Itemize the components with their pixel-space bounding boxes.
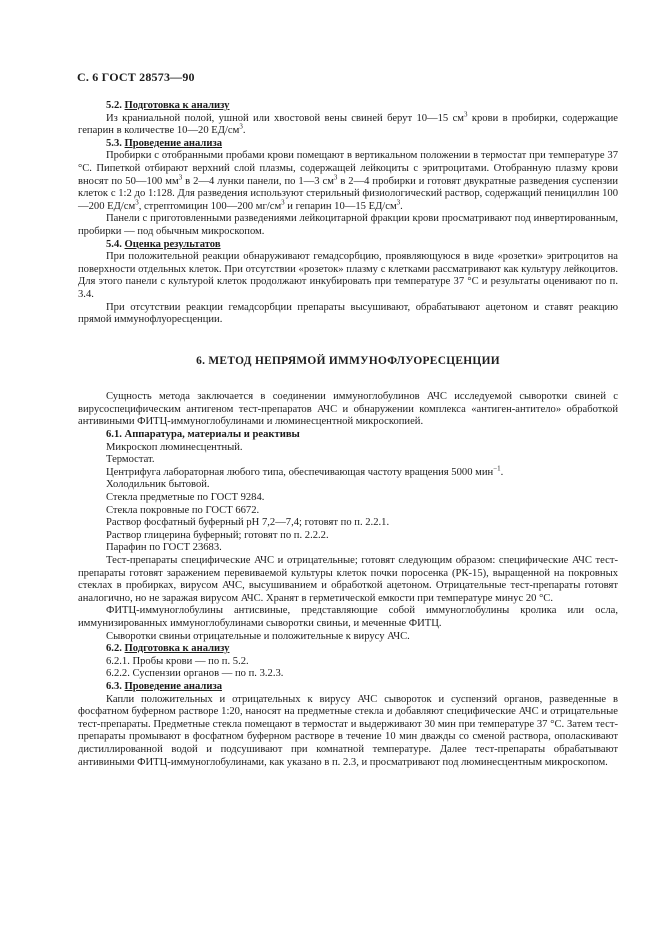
section-6-intro: Сущность метода заключается в соединении иммуноглобулинов АЧС исследуемой сыворотки свиней с вирусоспецифическим антигеном тест-препаратов АЧС и обнаружении комплекса «антиген-антитело» обработкой антивиными ФИТЦ-иммуноглобулинами и люминесцентной микроскопией. xyxy=(78,391,618,428)
heading-number: 6.3. xyxy=(106,680,122,692)
superscript: 3 xyxy=(178,173,183,182)
paragraph-test-preparations: Тест-препараты специфические АЧС и отрицательные; готовят следующим образом: специфические АЧС тест-препараты готовят заражением перевиваемой культуры клеток почки поросенка (РК-15), выращенной на покровных стеклах в пробирках, вирусом АЧС, высушиванием и обработкой ацетоном. Отрицательные тест-препараты готовят аналогично, но не заражая вирусом АЧС. Хранят в герметической емкости при температуре минус 20 °С. xyxy=(78,555,618,604)
superscript: 3 xyxy=(281,198,285,207)
paragraph-5-3-1 xyxy=(78,150,618,213)
text-run: . xyxy=(500,466,504,478)
text-run: Центрифуга лабораторная любого типа, обеспечивающая частоту вращения 5000 мин xyxy=(106,466,494,478)
list-item: Раствор глицерина буферный; готовят по п. 2.2.2. xyxy=(106,529,329,541)
heading-6-2 xyxy=(78,643,618,656)
text-run: . xyxy=(242,125,246,137)
heading-5-2 xyxy=(78,100,618,113)
paragraph-5-4-1: При положительной реакции обнаруживают гемадсорбцию, проявляющуюся в виде «розетки» эритроцитов на поверхности отдельных клеток. При отсутствии «розеток» плазму с клетками рассматривают как культуру лейкоцитов. Для этого панели с культурой клеток продолжают инкубировать при температуре 37 °С и результаты оценивают по п. 3.4. xyxy=(78,251,618,300)
paragraph-5-4-2: При отсутствии реакции гемадсорбции препараты высушивают, обрабатывают ацетоном и ставят реакцию прямой иммунофлуоресценции. xyxy=(78,301,618,326)
heading-6-1 xyxy=(78,429,618,442)
list-item: Раствор фосфатный буферный рН 7,2—7,4; готовят по п. 2.2.1. xyxy=(106,517,390,529)
list-item: Стекла предметные по ГОСТ 9284. xyxy=(106,492,265,504)
list-item: 6.2.2. Суспензии органов — по п. 3.2.3. xyxy=(106,668,284,680)
list-item: 6.2.1. Пробы крови — по п. 5.2. xyxy=(106,655,249,667)
document-body xyxy=(78,100,618,769)
text-run: в 2—4 лунки панели, по 1—3 см xyxy=(182,175,334,187)
heading-number: 5.3. xyxy=(106,137,122,149)
heading-number: 5.2. xyxy=(106,100,122,111)
list-item: Термостат. xyxy=(106,454,155,466)
list-item: Парафин по ГОСТ 23683. xyxy=(106,542,222,554)
list-item: Микроскоп люминесцентный. xyxy=(106,441,243,453)
heading-title: Подготовка к анализу xyxy=(124,100,230,111)
superscript: 3 xyxy=(396,198,401,207)
paragraph-fitc: ФИТЦ-иммуноглобулины антисвиные, представляющие собой иммуноглобулины кролика или осла, иммунизированных иммуноглобулинами сыворотки свиньи, и меченные ФИТЦ. xyxy=(78,605,618,629)
heading-number: 5.4. xyxy=(106,238,122,250)
page-header: С. 6 ГОСТ 28573—90 xyxy=(77,70,195,84)
text-run: и гепарин 10—15 ЕД/см xyxy=(284,200,397,212)
paragraph-5-2 xyxy=(78,110,618,138)
superscript: −1 xyxy=(493,464,501,473)
heading-title: Проведение анализа xyxy=(124,680,223,692)
paragraph-serum: Сыворотки свиньи отрицательные и положительные к вирусу АЧС. xyxy=(106,630,410,642)
heading-number: 6.2. xyxy=(106,643,122,655)
heading-title: Подготовка к анализу xyxy=(124,643,230,655)
heading-6-3 xyxy=(78,681,618,694)
text-run: в 2—4 пробирки и готовят двукратные разведения суспензии клеток с 1:2 до 1:128. Для разведения используют стерильный физиологический раствор, содержащий пенициллин 100—200 ЕД/см xyxy=(78,175,618,212)
superscript: 3 xyxy=(239,122,243,131)
list-item: Холодильник бытовой. xyxy=(106,479,210,491)
heading-5-4 xyxy=(78,239,618,252)
heading-title: Оценка результатов xyxy=(124,238,221,250)
text-run: . xyxy=(400,200,403,212)
text-run: крови в пробирки, содержащие гепарин в количестве 10—20 ЕД/см xyxy=(78,112,618,137)
list-item xyxy=(78,464,618,480)
heading-title: Аппаратура, материалы и реактивы xyxy=(124,429,300,441)
heading-title: Проведение анализа xyxy=(124,137,223,149)
paragraph-5-3-2: Панели с приготовленными разведениями лейкоцитарной фракции крови просматривают под инвертированным, пробирки — под обычным микроскопом. xyxy=(78,213,618,237)
paragraph-6-3: Капли положительных и отрицательных к вирусу АЧС сывороток и суспензий органов, разведенные в фосфатном буферном растворе 1:20, наносят на предметные стекла и добавляют специфические АЧС и отрицательные тест-препараты. Предметные стекла помещают в термостат и выдерживают 30 мин при температуре 37 °С. Затем тест-препараты промывают в фосфатном буферном растворе в течение 10 мин дважды со сменой раствора, ополаскивают дистиллированной водой и подсушивают при комнатной температуре. Далее тест-препараты обрабатывают антивиными ФИТЦ-иммуноглобулинами, как указано в п. 2.3, и просматривают под люминесцентным микроскопом. xyxy=(78,693,618,768)
heading-5-3 xyxy=(78,138,618,151)
list-item: Стекла покровные по ГОСТ 6672. xyxy=(106,504,260,516)
superscript: 3 xyxy=(135,198,139,207)
text-run: , стрептомицин 100—200 мг/см xyxy=(138,200,282,212)
superscript: 3 xyxy=(463,110,468,119)
superscript: 3 xyxy=(333,173,338,182)
heading-number: 6.1. xyxy=(106,429,122,441)
section-6-title: 6. МЕТОД НЕПРЯМОЙ ИММУНОФЛУОРЕСЦЕНЦИИ xyxy=(196,354,500,367)
text-run: Из краниальной полой, ушной или хвостовой вены свиней берут 10—15 см xyxy=(106,112,464,124)
text-run: Пробирки с отобранными пробами крови помещают в вертикальном положении в термостат при температуре 37 °С. Пипеткой отбирают верхний слой плазмы, содержащей лейкоциты с эритроцитами. Отобранную плазму крови вносят по 50—100 мм xyxy=(78,150,618,187)
